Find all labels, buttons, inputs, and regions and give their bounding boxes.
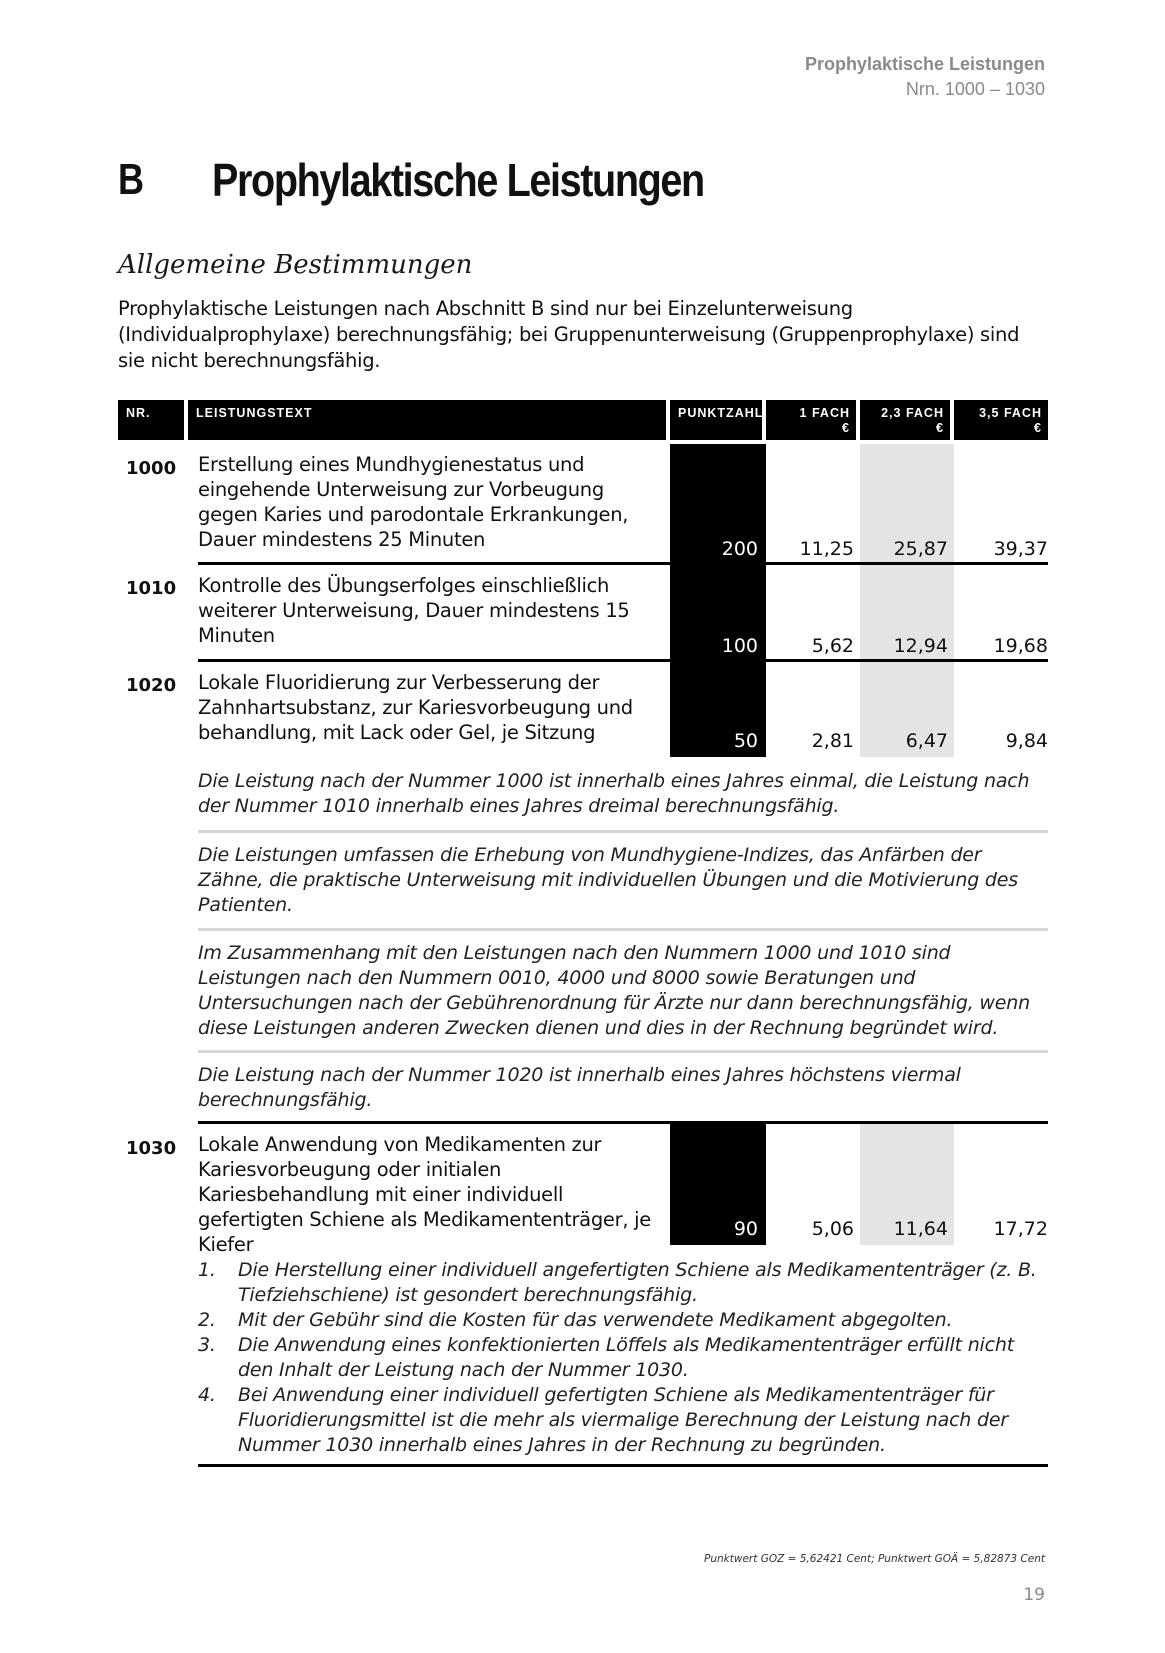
- row-text: Lokale Anwendung von Medikamenten zur Kariesvorbeugung oder initialen Kariesbehandlung mit einer individuell gefertigten Schiene als Medikamententräger, je Kiefer: [198, 1133, 651, 1256]
- list-item: [198, 1333, 1048, 1383]
- row-23fach: 12,94: [893, 635, 948, 657]
- row-text: Erstellung eines Mundhygienestatus und eingehende Unterweisung zur Vorbeugung gegen Karies und parodontale Erkrankungen, Dauer mindestens 25 Minuten: [198, 453, 629, 551]
- note-paragraph: Im Zusammenhang mit den Leistungen nach den Nummern 1000 und 1010 sind Leistungen nach den Nummern 0010, 4000 und 8000 sowie Beratungen und Untersuchungen nach der Gebührenordnung für Ärzte nur dann berechnungsfähig, wenn diese Leistungen anderen Zwecken dienen und dies in der Rechnung begründet wird.: [198, 942, 1030, 1039]
- row-35fach: 19,68: [993, 635, 1048, 657]
- list-item: [198, 1308, 1048, 1333]
- row-23fach: 6,47: [905, 730, 948, 752]
- row-punktzahl: 200: [721, 538, 758, 560]
- list-number: 3.: [198, 1334, 216, 1356]
- header-23fach-label: 2,3 FACH: [881, 406, 944, 420]
- note-divider: [198, 1050, 1048, 1053]
- row-text: Kontrolle des Übungserfolges einschließlich weiterer Unterweisung, Dauer mindestens 15 Minuten: [198, 574, 630, 647]
- running-head-subtitle: Nrn. 1000 – 1030: [905, 79, 1045, 99]
- row-nr: 1030: [126, 1138, 177, 1159]
- row-35fach: 17,72: [993, 1218, 1048, 1240]
- list-number: 2.: [198, 1309, 216, 1331]
- section-heading: Allgemeine Bestimmungen: [118, 250, 473, 280]
- row-text: Lokale Fluoridierung zur Verbesserung der Zahnhartsubstanz, zur Kariesvorbeugung und behandlung, mit Lack oder Gel, je Sitzung: [198, 671, 633, 744]
- header-nr: NR.: [118, 400, 184, 440]
- row-1fach: 2,81: [811, 730, 854, 752]
- row-1fach: 11,25: [799, 538, 854, 560]
- table-row: [118, 444, 1048, 565]
- row-1fach: 5,06: [811, 1218, 854, 1240]
- row-punktzahl: 50: [733, 730, 758, 752]
- list-text: Die Anwendung eines konfektionierten Löffels als Medikamententräger erfüllt nicht den Inhalt der Leistung nach der Nummer 1030.: [238, 1334, 1014, 1381]
- list-text: Bei Anwendung einer individuell gefertigten Schiene als Medikamententräger für Fluoridierungsmittel ist die mehr als viermalige Berechnung der Leistung nach der Nummer 1030 innerhalb eines Jahres in der Rechnung zu begründen.: [238, 1384, 1008, 1456]
- table-row: [118, 1124, 1048, 1256]
- row-35fach: 9,84: [1005, 730, 1048, 752]
- list-item: [198, 1383, 1048, 1458]
- row-23fach: 25,87: [893, 538, 948, 560]
- row-1fach: 5,62: [811, 635, 854, 657]
- note-paragraph: Die Leistung nach der Nummer 1000 ist innerhalb eines Jahres einmal, die Leistung nach der Nummer 1010 innerhalb eines Jahres dreimal berechnungsfähig.: [198, 770, 1030, 817]
- intro-paragraph: Prophylaktische Leistungen nach Abschnitt B sind nur bei Einzelunterweisung (Individualprophylaxe) berechnungsfähig; bei Gruppenunterweisung (Gruppenprophylaxe) sind sie nicht berechnungsfähig.: [118, 297, 1020, 372]
- list-item: [198, 1258, 1048, 1308]
- header-punktzahl: PUNKTZAHL: [670, 400, 762, 440]
- row-nr: 1010: [126, 578, 177, 599]
- list-text: Mit der Gebühr sind die Kosten für das verwendete Medikament abgegolten.: [238, 1309, 953, 1331]
- header-1fach: [766, 400, 856, 440]
- chapter-heading: [118, 150, 784, 210]
- row-nr: 1020: [126, 675, 177, 696]
- table-row: [118, 662, 1048, 757]
- section-divider: [198, 1464, 1048, 1467]
- note-divider: [198, 928, 1048, 931]
- list-text: Die Herstellung einer individuell angefertigten Schiene als Medikamententräger (z. B. Tiefziehschiene) ist gesondert berechnungsfähig.: [238, 1259, 1037, 1306]
- row-nr: 1000: [126, 458, 177, 479]
- running-head-title: Prophylaktische Leistungen: [804, 54, 1045, 74]
- note-paragraph: Die Leistungen umfassen die Erhebung von Mundhygiene-Indizes, das Anfärben der Zähne, die praktische Unterweisung mit individuellen Übungen und die Motivierung des Patienten.: [198, 844, 1018, 916]
- numbered-notes: [198, 1258, 1048, 1458]
- header-1fach-currency: €: [842, 421, 850, 435]
- list-number: 4.: [198, 1384, 216, 1406]
- table-row: [118, 565, 1048, 662]
- footnote: Punktwert GOZ = 5,62421 Cent; Punktwert GOÄ = 5,82873 Cent: [704, 1553, 1045, 1565]
- list-number: 1.: [198, 1259, 216, 1281]
- header-23fach-currency: €: [936, 421, 944, 435]
- note-divider: [198, 830, 1048, 833]
- header-35fach-label: 3,5 FACH: [979, 406, 1042, 420]
- header-23fach: [860, 400, 950, 440]
- header-leistungstext: LEISTUNGSTEXT: [188, 400, 666, 440]
- row-punktzahl: 90: [733, 1218, 758, 1240]
- header-1fach-label: 1 FACH: [799, 406, 850, 420]
- chapter-letter: B: [118, 155, 144, 204]
- header-35fach-currency: €: [1034, 421, 1042, 435]
- row-35fach: 39,37: [993, 538, 1048, 560]
- row-punktzahl: 100: [721, 635, 758, 657]
- header-35fach: [954, 400, 1048, 440]
- chapter-title: Prophylaktische Leistungen: [212, 154, 704, 206]
- page-number: 19: [1023, 1585, 1045, 1605]
- running-head: [805, 52, 1045, 102]
- table-header: [118, 400, 1048, 440]
- note-paragraph: Die Leistung nach der Nummer 1020 ist innerhalb eines Jahres höchstens viermal berechnungsfähig.: [198, 1064, 961, 1111]
- row-23fach: 11,64: [893, 1218, 948, 1240]
